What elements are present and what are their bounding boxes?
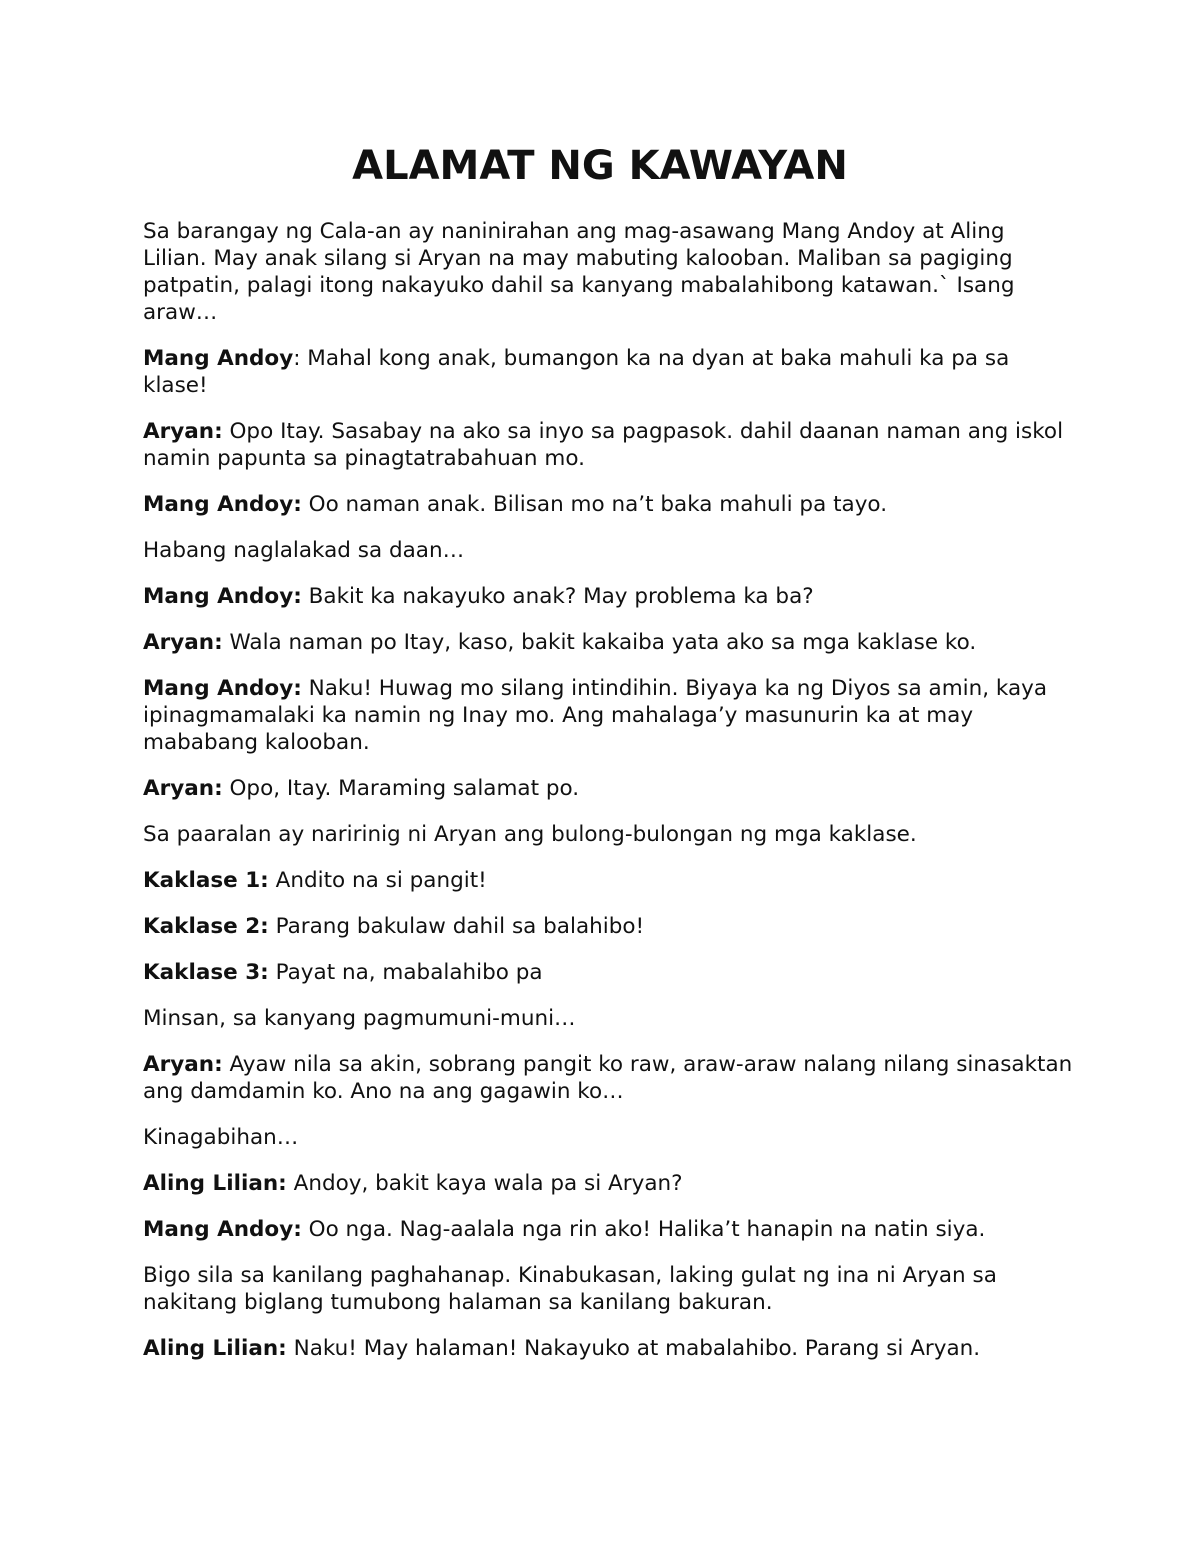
paragraph-text: Andoy, bakit kaya wala pa si Aryan?: [286, 1171, 683, 1196]
dialogue-paragraph: [143, 491, 1073, 518]
paragraph-text: Bakit ka nakayuko anak? May problema ka ba?: [301, 584, 814, 609]
dialogue-paragraph: [143, 583, 1073, 610]
speaker-name: Mang Andoy:: [143, 1217, 302, 1242]
paragraph-text: Naku! Huwag mo silang intindihin. Biyaya ka ng Diyos sa amin, kaya ipinagmamalaki ka namin ng Inay mo. Ang mahalaga’y masunurin ka at may mababang kalooban.: [143, 676, 1048, 755]
speaker-name: Mang Andoy:: [143, 492, 302, 517]
paragraph-text: Opo Itay. Sasabay na ako sa inyo sa pagpasok. dahil daanan naman ang iskol namin papunta sa pinagtatrabahuan mo.: [143, 419, 1064, 471]
dialogue-paragraph: [143, 675, 1073, 756]
document-title: ALAMAT NG KAWAYAN: [352, 143, 848, 189]
dialogue-paragraph: [143, 1051, 1073, 1105]
paragraph-text: Sa barangay ng Cala-an ay naninirahan ang mag-asawang Mang Andoy at Aling Lilian. May anak silang si Aryan na may mabuting kalooban. Maliban sa pagiging patpatin, palagi itong nakayuko dahil sa kanyang mabalahibong katawan.` Isang araw…: [143, 219, 1015, 325]
speaker-name: Aryan:: [143, 1052, 223, 1077]
paragraph-text: Kinagabihan…: [143, 1125, 299, 1150]
paragraph-text: Habang naglalakad sa daan…: [143, 538, 465, 563]
speaker-name: Mang Andoy:: [143, 676, 302, 701]
narration-paragraph: [143, 1124, 1073, 1151]
speaker-name: Aling Lilian:: [143, 1171, 287, 1196]
narration-paragraph: [143, 1262, 1073, 1316]
paragraph-text: Andito na si pangit!: [268, 868, 487, 893]
speaker-name: Aling Lilian:: [143, 1336, 287, 1361]
dialogue-paragraph: [143, 775, 1073, 802]
paragraph-text: Minsan, sa kanyang pagmumuni-muni…: [143, 1006, 576, 1031]
narration-paragraph: [143, 537, 1073, 564]
dialogue-paragraph: [143, 629, 1073, 656]
paragraph-text: Parang bakulaw dahil sa balahibo!: [268, 914, 645, 939]
dialogue-paragraph: [143, 959, 1073, 986]
dialogue-paragraph: [143, 867, 1073, 894]
paragraph-text: Oo naman anak. Bilisan mo na’t baka mahuli pa tayo.: [301, 492, 888, 517]
speaker-name: Aryan:: [143, 419, 223, 444]
narration-paragraph: [143, 218, 1073, 326]
narration-paragraph: [143, 821, 1073, 848]
narration-paragraph: [143, 1005, 1073, 1032]
speaker-name: Kaklase 2:: [143, 914, 269, 939]
dialogue-paragraph: [143, 345, 1073, 399]
speaker-name: Kaklase 3:: [143, 960, 269, 985]
dialogue-paragraph: [143, 1216, 1073, 1243]
dialogue-paragraph: [143, 913, 1073, 940]
paragraph-text: Naku! May halaman! Nakayuko at mabalahibo. Parang si Aryan.: [286, 1336, 981, 1361]
document-body: [143, 218, 1073, 1381]
speaker-name: Kaklase 1:: [143, 868, 269, 893]
dialogue-paragraph: [143, 1170, 1073, 1197]
paragraph-text: Ayaw nila sa akin, sobrang pangit ko raw, araw-araw nalang nilang sinasaktan ang damdamin ko. Ano na ang gagawin ko…: [143, 1052, 1073, 1104]
speaker-name: Mang Andoy: [143, 346, 294, 371]
dialogue-paragraph: [143, 1335, 1073, 1362]
paragraph-text: Sa paaralan ay naririnig ni Aryan ang bulong-bulongan ng mga kaklase.: [143, 822, 917, 847]
speaker-name: Aryan:: [143, 630, 223, 655]
paragraph-text: Oo nga. Nag-aalala nga rin ako! Halika’t hanapin na natin siya.: [301, 1217, 986, 1242]
paragraph-text: Payat na, mabalahibo pa: [268, 960, 543, 985]
dialogue-paragraph: [143, 418, 1073, 472]
paragraph-text: Bigo sila sa kanilang paghahanap. Kinabukasan, laking gulat ng ina ni Aryan sa nakitang biglang tumubong halaman sa kanilang bakuran.: [143, 1263, 997, 1315]
paragraph-text: Opo, Itay. Maraming salamat po.: [222, 776, 580, 801]
speaker-name: Aryan:: [143, 776, 223, 801]
paragraph-text: Wala naman po Itay, kaso, bakit kakaiba yata ako sa mga kaklase ko.: [222, 630, 977, 655]
speaker-name: Mang Andoy:: [143, 584, 302, 609]
paragraph-text: : Mahal kong anak, bumangon ka na dyan at baka mahuli ka pa sa klase!: [143, 346, 1010, 398]
